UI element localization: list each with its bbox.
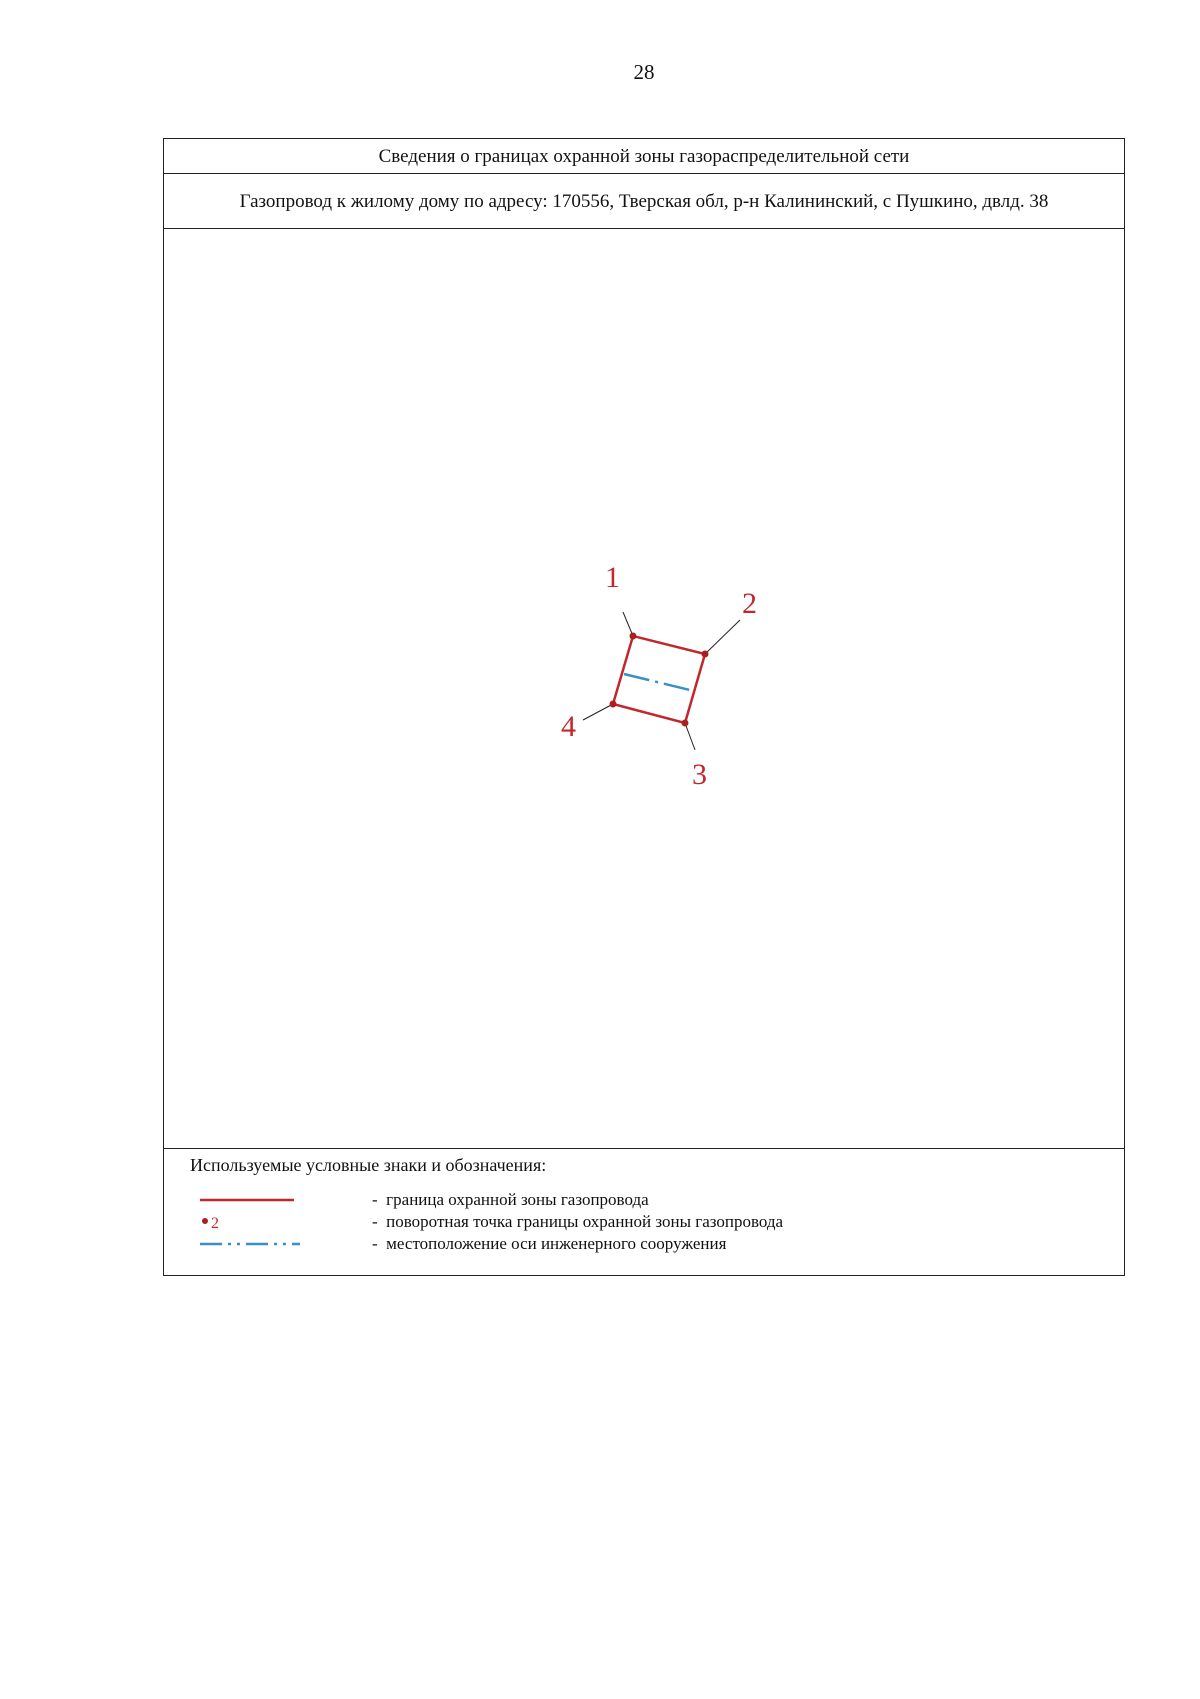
map-area	[164, 229, 1124, 1149]
legend-dash: -	[372, 1234, 378, 1253]
leader-line-4	[583, 704, 613, 720]
turning-point-sample-label: 2	[211, 1215, 219, 1232]
leader-line-3	[685, 723, 695, 750]
map-drawing	[164, 229, 1123, 1147]
point-label-3: 3	[692, 758, 707, 791]
point-label-1: 1	[605, 561, 620, 594]
boundary-line-symbol	[200, 1189, 300, 1211]
legend-label: поворотная точка границы охранной зоны газопровода	[386, 1212, 784, 1231]
turning-point-3	[682, 720, 689, 727]
engineering-axis-line	[624, 674, 694, 691]
axis-line-symbol	[200, 1233, 300, 1255]
turning-point-4	[610, 701, 617, 708]
legend-label: граница охранной зоны газопровода	[386, 1190, 649, 1209]
legend	[164, 1149, 1124, 1275]
legend-text-boundary	[372, 1189, 649, 1211]
legend-text-axis	[372, 1233, 726, 1255]
point-label-4: 4	[561, 710, 576, 743]
turning-point-symbol	[200, 1211, 300, 1233]
protection-zone-boundary	[613, 636, 705, 723]
turning-point-1	[630, 633, 637, 640]
turning-point-2	[702, 651, 709, 658]
legend-label: местоположение оси инженерного сооружения	[386, 1234, 727, 1253]
legend-item-turning-point	[164, 1211, 1124, 1233]
legend-item-boundary	[164, 1189, 1124, 1211]
legend-dash: -	[372, 1212, 378, 1231]
scheme-title: Сведения о границах охранной зоны газораспределительной сети	[164, 139, 1124, 174]
legend-text-turning-point	[372, 1211, 783, 1233]
point-label-2: 2	[742, 587, 757, 620]
leader-line-1	[623, 612, 633, 636]
scheme-frame	[163, 138, 1125, 1276]
page-number: 28	[633, 60, 655, 84]
legend-dash: -	[372, 1190, 378, 1209]
legend-item-axis	[164, 1233, 1124, 1255]
object-description: Газопровод к жилому дому по адресу: 170556, Тверская обл, р-н Калининский, с Пушкино, двлд. 38	[164, 174, 1124, 229]
legend-heading: Используемые условные знаки и обозначения:	[190, 1155, 547, 1175]
leader-line-2	[705, 620, 740, 654]
